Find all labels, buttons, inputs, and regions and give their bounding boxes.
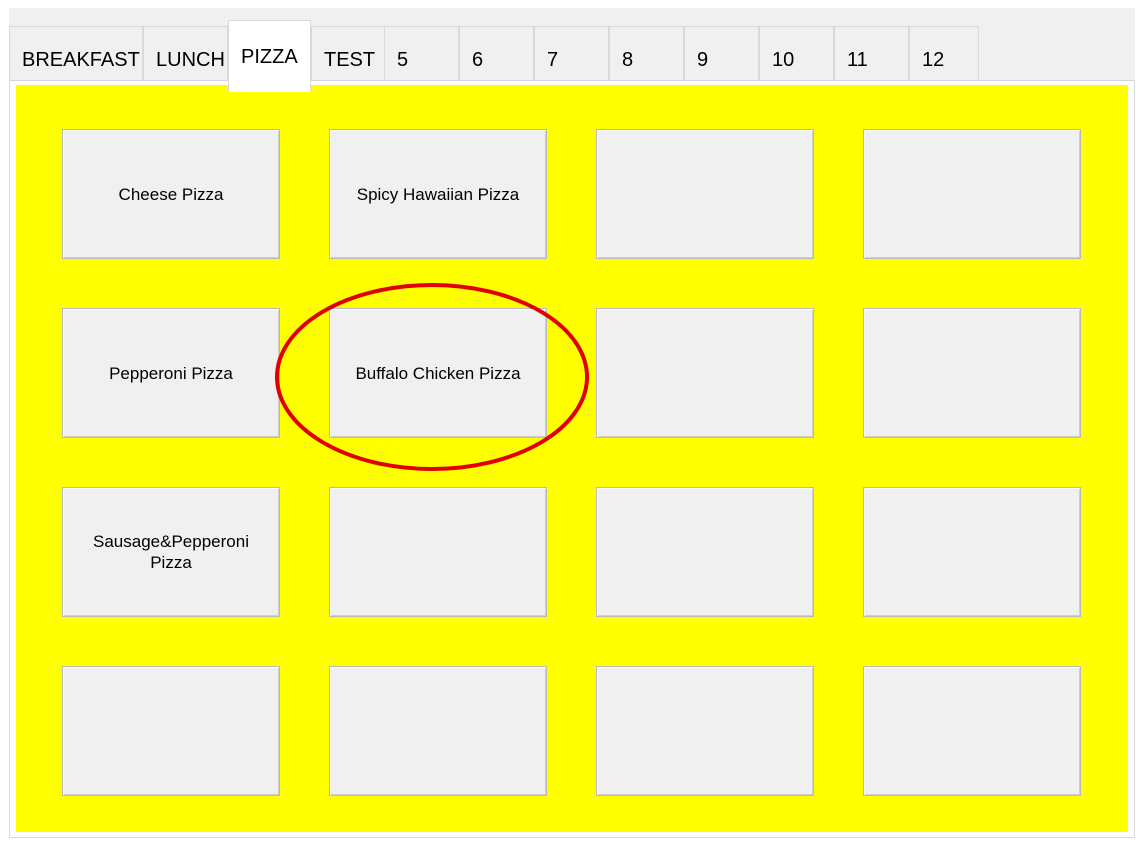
tab-page-pizza bbox=[9, 80, 1135, 838]
tab-label: 8 bbox=[622, 49, 634, 71]
tab-label: 7 bbox=[547, 49, 559, 71]
menu-button-sausage-pepperoni-pizza[interactable] bbox=[62, 487, 280, 617]
menu-button-spicy-hawaiian-pizza[interactable] bbox=[329, 129, 547, 259]
menu-button-empty[interactable] bbox=[596, 129, 814, 259]
tab-6[interactable] bbox=[459, 26, 534, 88]
tab-strip bbox=[9, 8, 1135, 82]
tab-9[interactable] bbox=[684, 26, 759, 88]
menu-button-empty[interactable] bbox=[863, 487, 1081, 617]
menu-button-buffalo-chicken-pizza[interactable] bbox=[329, 308, 547, 438]
menu-button-empty[interactable] bbox=[863, 308, 1081, 438]
tab-8[interactable] bbox=[609, 26, 684, 88]
menu-button-label: Cheese Pizza bbox=[118, 184, 224, 204]
tab-label: 12 bbox=[922, 49, 945, 71]
menu-button-empty[interactable] bbox=[596, 308, 814, 438]
menu-button-empty[interactable] bbox=[863, 666, 1081, 796]
menu-button-cheese-pizza[interactable] bbox=[62, 129, 280, 259]
tab-label: 9 bbox=[697, 49, 709, 71]
menu-button-label: Spicy Hawaiian Pizza bbox=[356, 184, 520, 204]
tab-pizza[interactable] bbox=[228, 20, 311, 92]
menu-button-label: Pepperoni Pizza bbox=[109, 363, 233, 383]
tab-test[interactable] bbox=[311, 26, 386, 88]
menu-button-empty[interactable] bbox=[596, 666, 814, 796]
tab-7[interactable] bbox=[534, 26, 609, 88]
menu-button-pepperoni-pizza[interactable] bbox=[62, 308, 280, 438]
tab-label: 5 bbox=[397, 49, 409, 71]
menu-button-empty[interactable] bbox=[329, 487, 547, 617]
tab-label: BREAKFAST bbox=[22, 49, 140, 71]
menu-button-label: Buffalo Chicken Pizza bbox=[355, 363, 521, 383]
tab-10[interactable] bbox=[759, 26, 834, 88]
tab-5[interactable] bbox=[384, 26, 459, 88]
tab-label: LUNCH bbox=[156, 49, 225, 71]
tab-label: 10 bbox=[772, 49, 795, 71]
menu-button-label: Sausage&Pepperoni Pizza bbox=[93, 532, 249, 572]
menu-button-empty[interactable] bbox=[596, 487, 814, 617]
tab-label: 6 bbox=[472, 49, 484, 71]
tab-11[interactable] bbox=[834, 26, 909, 88]
menu-button-empty[interactable] bbox=[863, 129, 1081, 259]
menu-button-panel bbox=[16, 85, 1128, 832]
tab-lunch[interactable] bbox=[143, 26, 228, 88]
menu-button-empty[interactable] bbox=[62, 666, 280, 796]
tab-12[interactable] bbox=[909, 26, 979, 88]
menu-button-empty[interactable] bbox=[329, 666, 547, 796]
tab-label: TEST bbox=[324, 49, 376, 71]
tab-breakfast[interactable] bbox=[9, 26, 143, 88]
tab-label: PIZZA bbox=[241, 46, 298, 68]
tab-label: 11 bbox=[847, 49, 868, 71]
